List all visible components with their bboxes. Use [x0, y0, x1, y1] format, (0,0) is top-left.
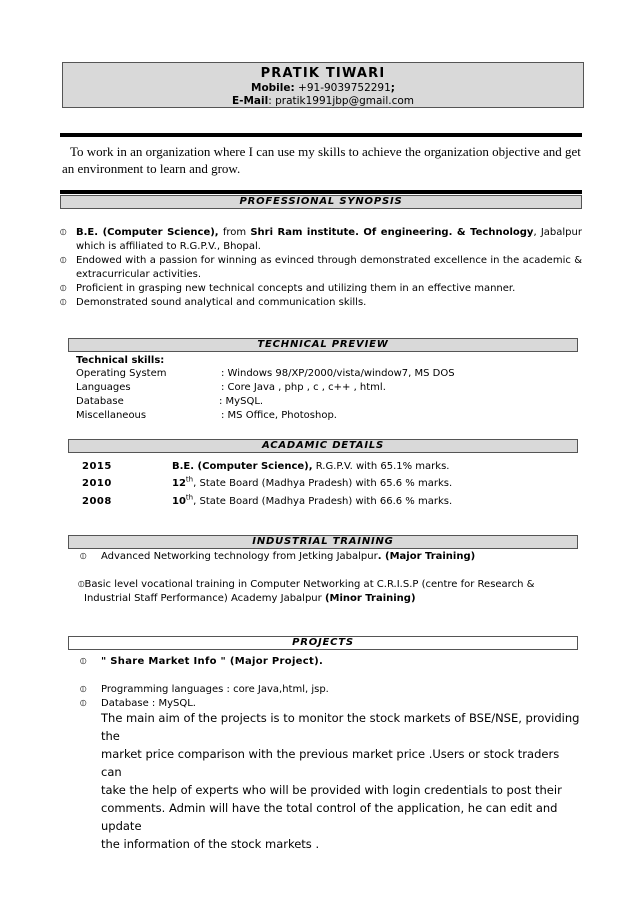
synopsis-item-4: ⦶ Demonstrated sound analytical and communication skills. [60, 297, 367, 308]
bullet-icon: ⦶ [80, 657, 87, 667]
email-value: : pratik1991jbp@gmail.com [268, 95, 415, 107]
synopsis-item-1: ⦶ B.E. (Computer Science), from Shri Ram institute. Of engineering. & Technology, Jabalpur which is affiliated to R.G.P.V., Bhopal. [60, 227, 582, 252]
bullet-icon: ⦶ [60, 284, 67, 294]
email-line [63, 95, 583, 108]
technical-skills-heading: Technical skills: [76, 355, 165, 366]
degree-name: B.E. (Computer Science), [76, 227, 219, 238]
project-item-2: Programming languages : core Java,html, jsp. [101, 684, 329, 695]
bullet-icon: ⦶ [80, 685, 87, 695]
academic-year-2008: 2008 [82, 496, 112, 507]
section-technical-preview: TECHNICAL PREVIEW [68, 338, 578, 352]
skill-label-misc: Miscellaneous [76, 410, 147, 421]
skill-value-misc: : MS Office, Photoshop. [221, 410, 337, 421]
candidate-name: PRATIK TIWARI [260, 66, 386, 81]
synopsis-item-3: ⦶ Proficient in grasping new technical concepts and utilizing them in an effective manner. [60, 283, 516, 294]
industrial-item-2: ⦶Basic level vocational training in Computer Networking at C.R.I.S.P (centre for Research & [78, 579, 535, 590]
bullet-icon: ⦶ [78, 580, 85, 590]
skill-label-languages: Languages [76, 382, 131, 393]
skill-value-languages: : Core Java , php , c , c++ , html. [221, 382, 386, 393]
project-description: The main aim of the projects is to monitor the stock markets of BSE/NSE, providing the market price comparison with the previous market price .Users or stock traders can take the help of experts who will be provided with login credentials to post their comments. Admin will have the total control of the application, he can edit and update the information of the stock markets . [101, 711, 580, 851]
synopsis-top-rule [60, 190, 582, 194]
bullet-icon: ⦶ [60, 298, 67, 308]
institute-name: Shri Ram institute. Of engineering. & Technology [250, 227, 534, 238]
section-academic-details: ACADAMIC DETAILS [68, 439, 578, 453]
mobile-suffix: ; [390, 82, 395, 94]
mobile-value: +91-9039752291 [294, 82, 391, 94]
academic-year-2010: 2010 [82, 478, 112, 489]
bullet-icon: ⦶ [80, 552, 87, 562]
bullet-icon: ⦶ [80, 699, 87, 709]
objective-text: To work in an organization where I can use my skills to achieve the organization objective and get an environment to learn and grow. [62, 144, 581, 176]
section-industrial-training: INDUSTRIAL TRAINING [68, 535, 578, 549]
project-item-3: Database : MySQL. [101, 698, 196, 709]
email-label: E-Mail [231, 95, 269, 107]
skill-label-os: Operating System [76, 368, 167, 379]
academic-row-2008: 10th, State Board (Madhya Pradesh) with 66.6 % marks. [172, 493, 453, 507]
industrial-item-2-cont: Industrial Staff Performance) Academy Jabalpur (Minor Training) [84, 593, 416, 604]
synopsis-item-2: ⦶ Endowed with a passion for winning as evinced through demonstrated excellence in the academic & extracurricular activities. [60, 255, 582, 280]
academic-year-2015: 2015 [82, 461, 112, 472]
skill-value-os: : Windows 98/XP/2000/vista/window7, MS DOS [221, 368, 455, 379]
skill-label-database: Database [76, 396, 124, 407]
mobile-line [63, 82, 583, 95]
project-item-1: " Share Market Info " (Major Project). [101, 656, 324, 667]
bullet-icon: ⦶ [60, 228, 67, 238]
industrial-item-1: Advanced Networking technology from Jetking Jabalpur. (Major Training) [101, 551, 476, 562]
section-professional-synopsis: PROFESSIONAL SYNOPSIS [60, 195, 582, 209]
contact-header [62, 62, 584, 108]
section-projects: PROJECTS [68, 636, 578, 650]
bullet-icon: ⦶ [60, 256, 67, 266]
skill-value-database: : MySQL. [219, 396, 264, 407]
academic-row-2015: B.E. (Computer Science), R.G.P.V. with 65.1% marks. [172, 461, 450, 472]
objective-top-rule [60, 133, 582, 137]
mobile-label: Mobile: [251, 82, 295, 94]
academic-row-2010: 12th, State Board (Madhya Pradesh) with 65.6 % marks. [172, 475, 453, 489]
